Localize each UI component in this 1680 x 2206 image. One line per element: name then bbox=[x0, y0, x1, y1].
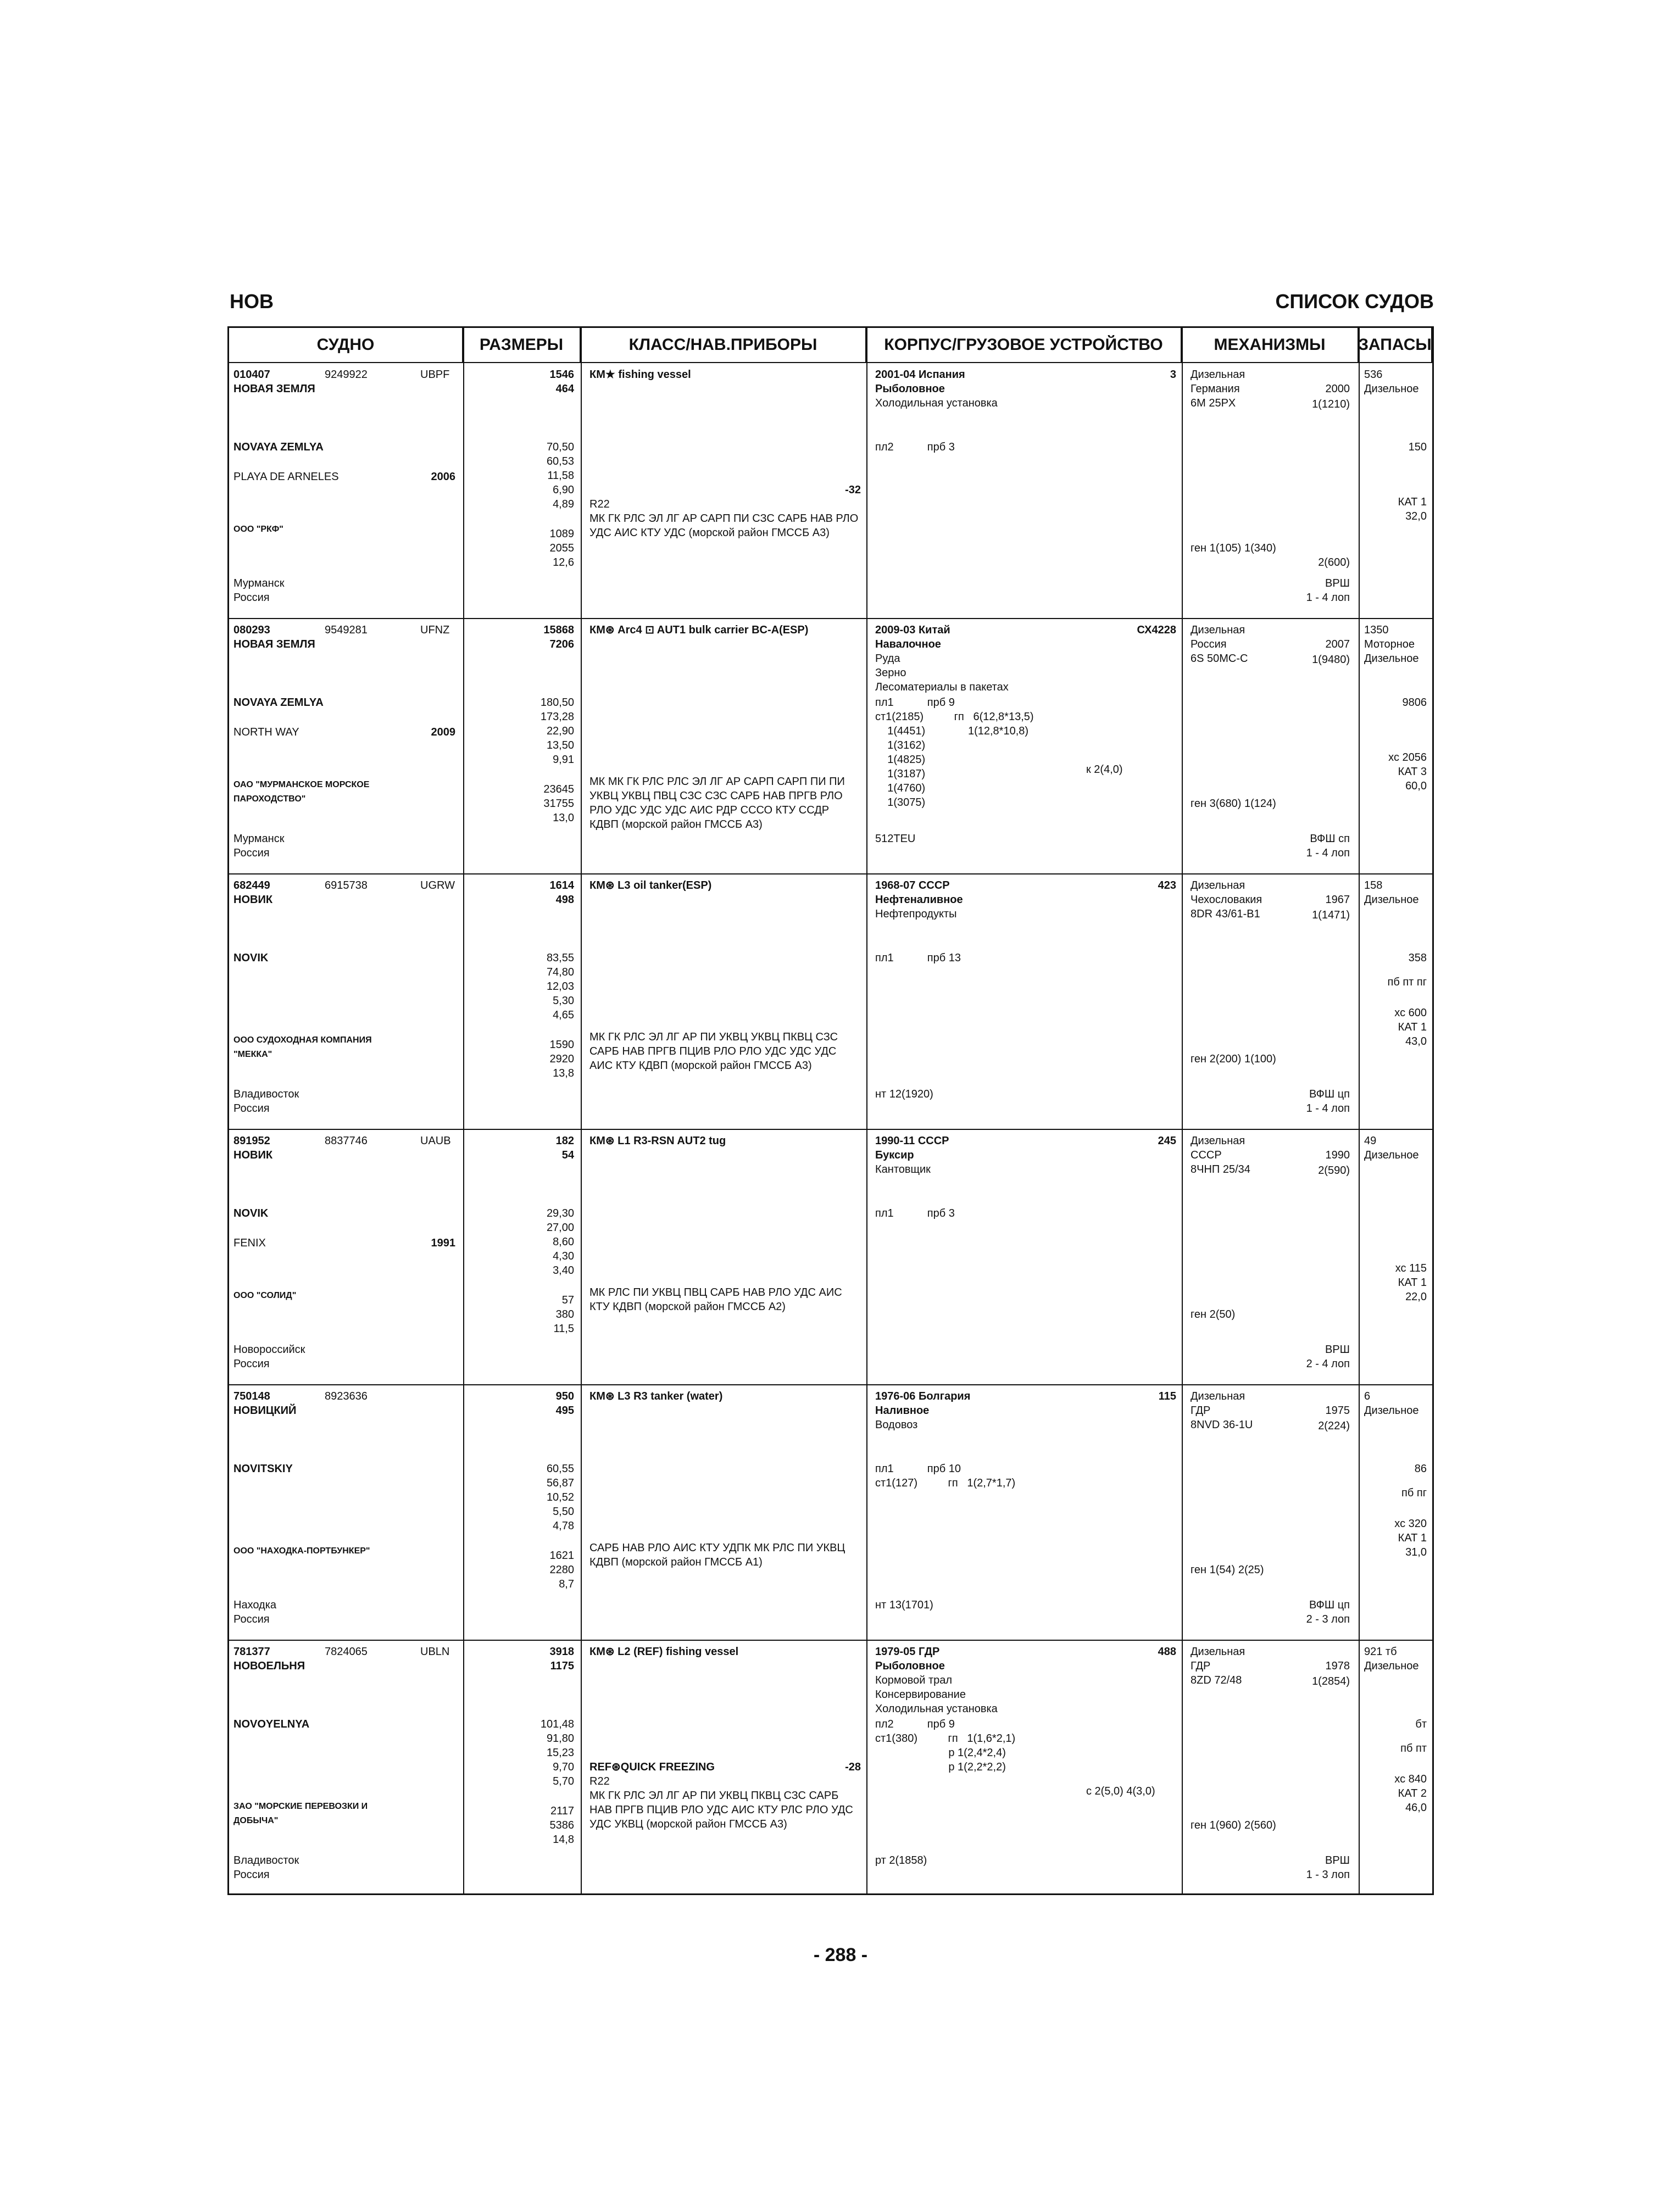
col-header-vessel: СУДНО bbox=[229, 328, 463, 362]
machinery-line: ГДР bbox=[1191, 1405, 1211, 1417]
dimension-value: 74,80 bbox=[546, 966, 574, 978]
tonnage-gross: 1614 bbox=[549, 879, 574, 892]
hull-footnote: 512TEU bbox=[875, 833, 916, 845]
dimension-value: 13,50 bbox=[546, 739, 574, 751]
propeller: ВФШ цп bbox=[1309, 1599, 1350, 1611]
dimension-value: 4,30 bbox=[553, 1250, 574, 1262]
supply-mid: пб пг bbox=[1401, 1487, 1427, 1499]
capacity-value: 2055 bbox=[549, 542, 574, 554]
former-name-year: 2006 bbox=[431, 471, 455, 483]
supply-line: 921 тб bbox=[1364, 1646, 1397, 1658]
supply-mid: 9806 bbox=[1402, 697, 1427, 709]
dimension-value: 91,80 bbox=[546, 1733, 574, 1745]
former-name-year: 1991 bbox=[431, 1237, 455, 1249]
supply-line: Дизельное bbox=[1364, 653, 1419, 665]
dimension-value: 3,40 bbox=[553, 1264, 574, 1277]
dimension-value: 83,55 bbox=[546, 952, 574, 964]
capacity-value: 23645 bbox=[543, 783, 574, 795]
supply-bottom: КАТ 1 bbox=[1398, 1021, 1427, 1033]
dimension-value: 101,48 bbox=[540, 1718, 574, 1730]
ship-record bbox=[229, 1640, 1432, 1896]
ship-record bbox=[229, 1129, 1432, 1385]
supply-mid: 86 bbox=[1414, 1463, 1427, 1475]
capacity-value: 13,0 bbox=[553, 812, 574, 824]
vessel-name: НОВИЦКИЙ bbox=[233, 1405, 297, 1417]
former-name: PLAYA DE ARNELES bbox=[233, 471, 339, 483]
hull-number: 245 bbox=[1158, 1135, 1176, 1147]
capacity-value: 2117 bbox=[550, 1805, 574, 1817]
supply-mid: 358 bbox=[1408, 952, 1427, 964]
dimension-value: 12,03 bbox=[546, 981, 574, 993]
class-extra: REF⊛QUICK FREEZING bbox=[589, 1761, 715, 1773]
hull-type: Водовоз bbox=[875, 1419, 918, 1431]
hull-number: 115 bbox=[1158, 1390, 1176, 1402]
page-header-right: СПИСОК СУДОВ bbox=[1275, 290, 1434, 313]
tonnage-gross: 182 bbox=[555, 1135, 574, 1147]
class-notation: КМ⊛ L2 (REF) fishing vessel bbox=[589, 1646, 739, 1658]
supply-line: 536 bbox=[1364, 369, 1383, 381]
registry-number: 750148 bbox=[233, 1390, 270, 1402]
hull-type: Буксир bbox=[875, 1149, 914, 1161]
nav-equipment: МК ГК РЛС ЭЛ ЛГ АР ПИ УКВЦ УКВЦ ПКВЦ СЗС САРБ НАВ ПРГВ ПЦИВ РЛО РЛО УДС УДС УДС АИС КТУ КДВП (морской район ГМССБ А3) bbox=[589, 1031, 838, 1072]
class-notation: КМ⊛ L3 oil tanker(ESP) bbox=[589, 879, 712, 892]
cargo-gear: пл1 прб 3 bbox=[875, 1207, 955, 1219]
page-header-left: НОВ bbox=[230, 290, 274, 313]
tonnage-gross: 950 bbox=[555, 1390, 574, 1402]
capacity-value: 13,8 bbox=[553, 1067, 574, 1079]
capacity-value: 2920 bbox=[549, 1053, 574, 1065]
imo-number: 6915738 bbox=[325, 879, 368, 892]
col-header-hull: КОРПУС/ГРУЗОВОЕ УСТРОЙСТВО bbox=[866, 328, 1182, 362]
vessel-name-latin: NOVAYA ZEMLYA bbox=[233, 441, 324, 453]
vessel-name-latin: NOVITSKIY bbox=[233, 1463, 293, 1475]
hull-type: Руда bbox=[875, 653, 900, 665]
hull-build: 1979-05 ГДР bbox=[875, 1646, 940, 1658]
propeller-blades: 1 - 4 лоп bbox=[1306, 1102, 1350, 1115]
class-ref: R22 bbox=[589, 498, 610, 510]
machinery-line: Россия bbox=[1191, 638, 1227, 650]
vessel-name: НОВИК bbox=[233, 1149, 273, 1161]
vessel-name: НОВИК bbox=[233, 894, 273, 906]
dimension-value: 180,50 bbox=[540, 697, 574, 709]
supply-line: Дизельное bbox=[1364, 1660, 1419, 1672]
hull-footnote: рт 2(1858) bbox=[875, 1854, 927, 1867]
dimension-value: 11,58 bbox=[547, 470, 574, 482]
flag-country: Россия bbox=[233, 592, 270, 604]
generators: ген 2(200) 1(100) bbox=[1191, 1053, 1276, 1065]
machinery-line: Дизельная bbox=[1191, 879, 1245, 892]
hull-extra: с 2(5,0) 4(3,0) bbox=[1086, 1785, 1155, 1797]
hull-type: Холодильная установка bbox=[875, 397, 998, 409]
hull-type: Наливное bbox=[875, 1405, 930, 1417]
flag-country: Россия bbox=[233, 1102, 270, 1115]
supply-mid: пб пт пг bbox=[1387, 976, 1427, 988]
hull-type: Навалочное bbox=[875, 638, 941, 650]
flag-country: Россия bbox=[233, 847, 270, 859]
dimension-value: 60,53 bbox=[546, 455, 574, 467]
hull-type: Нефтепродукты bbox=[875, 908, 957, 920]
call-sign: UBPF bbox=[420, 369, 450, 381]
page-number: - 288 - bbox=[813, 1945, 868, 1965]
generators: ген 1(960) 2(560) bbox=[1191, 1819, 1276, 1831]
dimension-value: 5,70 bbox=[553, 1775, 574, 1787]
generators: ген 2(50) bbox=[1191, 1308, 1236, 1321]
hull-number: 488 bbox=[1158, 1646, 1176, 1658]
hull-build: 2001-04 Испания bbox=[875, 369, 965, 381]
cargo-gear: 1(3162) bbox=[875, 739, 926, 751]
imo-number: 8923636 bbox=[325, 1390, 368, 1402]
hull-type: Холодильная установка bbox=[875, 1703, 998, 1715]
cargo-gear: пл1 прб 13 bbox=[875, 952, 961, 964]
supply-bottom: хс 840 bbox=[1394, 1773, 1427, 1785]
machinery-year: 2007 bbox=[1325, 638, 1350, 650]
call-sign: UFNZ bbox=[420, 624, 450, 636]
supply-line: 6 bbox=[1364, 1390, 1371, 1402]
machinery-line: Дизельная bbox=[1191, 1135, 1245, 1147]
capacity-value: 1621 bbox=[549, 1550, 574, 1562]
supply-line: Дизельное bbox=[1364, 1405, 1419, 1417]
generators-2: 2(600) bbox=[1318, 556, 1350, 569]
call-sign: UAUB bbox=[420, 1135, 451, 1147]
owner: ООО "РКФ" bbox=[233, 525, 283, 534]
hull-extra: к 2(4,0) bbox=[1086, 764, 1123, 776]
home-port: Владивосток bbox=[233, 1088, 299, 1100]
home-port: Мурманск bbox=[233, 833, 285, 845]
machinery-line: 6S 50MC-C bbox=[1191, 653, 1248, 665]
ship-register-table bbox=[227, 326, 1434, 1895]
ship-record bbox=[229, 619, 1432, 874]
home-port: Мурманск bbox=[233, 577, 285, 589]
dimension-value: 56,87 bbox=[546, 1477, 574, 1489]
machinery-year: 1967 bbox=[1325, 894, 1350, 906]
machinery-line: 8NVD 36-1U bbox=[1191, 1419, 1253, 1431]
tonnage-gross: 15868 bbox=[543, 624, 574, 636]
dimension-value: 4,65 bbox=[553, 1009, 574, 1021]
supply-line: Дизельное bbox=[1364, 894, 1419, 906]
cargo-gear: пл1 прб 10 bbox=[875, 1463, 961, 1475]
owner: ООО СУДОХОДНАЯ КОМПАНИЯ "МЕККА" bbox=[233, 1035, 372, 1059]
flag-country: Россия bbox=[233, 1869, 270, 1881]
dimension-value: 10,52 bbox=[546, 1491, 574, 1503]
dimension-value: 15,23 bbox=[546, 1747, 574, 1759]
hull-build: 1968-07 СССР bbox=[875, 879, 950, 892]
class-notation: КМ⊛ L3 R3 tanker (water) bbox=[589, 1390, 723, 1402]
dimension-value: 70,50 bbox=[546, 441, 574, 453]
imo-number: 9249922 bbox=[325, 369, 368, 381]
col-header-class: КЛАСС/НАВ.ПРИБОРЫ bbox=[581, 328, 866, 362]
capacity-value: 31755 bbox=[543, 798, 574, 810]
hull-type: Консервирование bbox=[875, 1689, 966, 1701]
supply-line: Дизельное bbox=[1364, 383, 1419, 395]
dimension-value: 9,91 bbox=[553, 754, 574, 766]
supply-bottom: 43,0 bbox=[1405, 1035, 1427, 1048]
hull-footnote: нт 12(1920) bbox=[875, 1088, 933, 1100]
dimension-value: 27,00 bbox=[546, 1222, 574, 1234]
hull-type: Зерно bbox=[875, 667, 906, 679]
propeller: ВФШ цп bbox=[1309, 1088, 1350, 1100]
supply-bottom: хс 600 bbox=[1394, 1007, 1427, 1019]
supply-mid: бт bbox=[1415, 1718, 1427, 1730]
propeller-blades: 2 - 4 лоп bbox=[1306, 1358, 1350, 1370]
supply-bottom: 46,0 bbox=[1405, 1802, 1427, 1814]
tonnage-net: 498 bbox=[555, 894, 574, 906]
vessel-name-latin: NOVIK bbox=[233, 952, 269, 964]
former-name: FENIX bbox=[233, 1237, 266, 1249]
hull-type: Кантовщик bbox=[875, 1163, 931, 1176]
class-ref: R22 bbox=[589, 1775, 610, 1787]
supply-mid: пб пт bbox=[1400, 1742, 1427, 1754]
propeller: ВФШ сп bbox=[1310, 833, 1350, 845]
nav-equipment: МК ГК РЛС ЭЛ ЛГ АР САРП ПИ СЗС САРБ НАВ РЛО УДС АИС КТУ УДС (морской район ГМССБ А3) bbox=[589, 512, 859, 539]
machinery-line: ГДР bbox=[1191, 1660, 1211, 1672]
cargo-gear: ст1(380) гп 1(1,6*2,1) bbox=[875, 1733, 1016, 1745]
registry-number: 080293 bbox=[233, 624, 270, 636]
dimension-value: 4,89 bbox=[553, 498, 574, 510]
tonnage-net: 1175 bbox=[550, 1660, 574, 1672]
nav-equipment: МК ГК РЛС ЭЛ ЛГ АР ПИ УКВЦ ПКВЦ СЗС САРБ НАВ ПРГВ ПЦИВ РЛО УДС АИС КТУ РЛС РЛО УДС УДС УКВЦ (морской район ГМССБ А3) bbox=[589, 1790, 853, 1830]
capacity-value: 1089 bbox=[549, 528, 574, 540]
supply-bottom: 32,0 bbox=[1405, 510, 1427, 522]
propeller: ВРШ bbox=[1325, 577, 1350, 589]
hull-number: 423 bbox=[1158, 879, 1176, 892]
vessel-name: НОВОЕЛЬНЯ bbox=[233, 1660, 305, 1672]
machinery-line: Дизельная bbox=[1191, 624, 1245, 636]
machinery-line: Дизельная bbox=[1191, 1390, 1245, 1402]
supply-bottom: КАТ 3 bbox=[1398, 766, 1427, 778]
machinery-power: 1(9480) bbox=[1312, 654, 1350, 666]
dimension-value: 5,50 bbox=[553, 1506, 574, 1518]
capacity-value: 12,6 bbox=[553, 556, 574, 569]
capacity-value: 2280 bbox=[549, 1564, 574, 1576]
call-sign: UBLN bbox=[420, 1646, 450, 1658]
supply-bottom: хс 115 bbox=[1395, 1262, 1427, 1274]
cargo-gear: 1(4451) 1(12,8*10,8) bbox=[875, 725, 1029, 737]
col-header-supplies: ЗАПАСЫ bbox=[1359, 328, 1432, 362]
nav-equipment: САРБ НАВ РЛО АИС КТУ УДПК МК РЛС ПИ УКВЦ КДВП (морской район ГМССБ А1) bbox=[589, 1542, 845, 1568]
nav-equipment: МК РЛС ПИ УКВЦ ПВЦ САРБ НАВ РЛО УДС АИС КТУ КДВП (морской район ГМССБ А2) bbox=[589, 1286, 842, 1313]
cargo-gear: р 1(2,4*2,4) bbox=[875, 1747, 1006, 1759]
tonnage-net: 464 bbox=[555, 383, 574, 395]
machinery-line: 6M 25PX bbox=[1191, 397, 1236, 409]
hull-type: Кормовой трал bbox=[875, 1674, 953, 1686]
cargo-gear: пл2 прб 3 bbox=[875, 441, 955, 453]
registry-number: 891952 bbox=[233, 1135, 270, 1147]
dimension-value: 9,70 bbox=[553, 1761, 574, 1773]
dimension-value: 6,90 bbox=[553, 484, 574, 496]
supply-bottom: хс 2056 bbox=[1388, 751, 1427, 764]
tonnage-net: 7206 bbox=[549, 638, 574, 650]
dimension-value: 29,30 bbox=[546, 1207, 574, 1219]
class-notation: КМ⊛ Arc4 ⊡ AUT1 bulk carrier BC-A(ESP) bbox=[589, 624, 809, 636]
propeller: ВРШ bbox=[1325, 1344, 1350, 1356]
ship-record bbox=[229, 874, 1432, 1130]
machinery-line: 8DR 43/61-B1 bbox=[1191, 908, 1260, 920]
owner: ООО "СОЛИД" bbox=[233, 1291, 297, 1300]
capacity-value: 1590 bbox=[549, 1039, 574, 1051]
cargo-gear: 1(4825) bbox=[875, 754, 926, 766]
capacity-value: 8,7 bbox=[559, 1578, 574, 1590]
machinery-power: 2(590) bbox=[1318, 1165, 1350, 1177]
tonnage-net: 54 bbox=[561, 1149, 574, 1161]
machinery-line: Дизельная bbox=[1191, 1646, 1245, 1658]
machinery-year: 1990 bbox=[1325, 1149, 1350, 1161]
imo-number: 8837746 bbox=[325, 1135, 368, 1147]
machinery-line: Чехословакия bbox=[1191, 894, 1262, 906]
vessel-name-latin: NOVAYA ZEMLYA bbox=[233, 697, 324, 709]
propeller-blades: 1 - 3 лоп bbox=[1306, 1869, 1350, 1881]
tonnage-gross: 1546 bbox=[549, 369, 574, 381]
hull-type: Лесоматериалы в пакетах bbox=[875, 681, 1009, 693]
hull-type: Рыболовное bbox=[875, 383, 945, 395]
nav-equipment: МК МК ГК РЛС РЛС ЭЛ ЛГ АР САРП САРП ПИ ПИ УКВЦ УКВЦ ПВЦ СЗС СЗС САРБ НАВ ПРГВ РЛО РЛО УДС УДС УДС АИС РДР СССО КТУ ССДР КДВП (морской район ГМССБ А3) bbox=[589, 776, 845, 831]
class-notation: КМ★ fishing vessel bbox=[589, 369, 691, 381]
cargo-gear: 1(3187) bbox=[875, 768, 926, 780]
supply-line: Моторное bbox=[1364, 638, 1415, 650]
hull-build: 1976-06 Болгария bbox=[875, 1390, 971, 1402]
machinery-year: 2000 bbox=[1325, 383, 1350, 395]
ship-record bbox=[229, 1385, 1432, 1641]
supply-bottom: 60,0 bbox=[1405, 780, 1427, 792]
owner: ОАО "МУРМАНСКОЕ МОРСКОЕ ПАРОХОДСТВО" bbox=[233, 780, 370, 804]
machinery-power: 1(2854) bbox=[1312, 1675, 1350, 1687]
machinery-line: Дизельная bbox=[1191, 369, 1245, 381]
ship-record bbox=[229, 363, 1432, 619]
cargo-gear: пл2 прб 9 bbox=[875, 1718, 955, 1730]
supply-line: 158 bbox=[1364, 879, 1383, 892]
dimension-value: 8,60 bbox=[553, 1236, 574, 1248]
home-port: Новороссийск bbox=[233, 1344, 305, 1356]
home-port: Владивосток bbox=[233, 1854, 299, 1867]
dimension-value: 22,90 bbox=[546, 725, 574, 737]
imo-number: 7824065 bbox=[325, 1646, 368, 1658]
machinery-year: 1978 bbox=[1325, 1660, 1350, 1672]
vessel-name-latin: NOVOYELNYA bbox=[233, 1718, 310, 1730]
former-name-year: 2009 bbox=[431, 726, 455, 738]
machinery-line: 8ЧНП 25/34 bbox=[1191, 1163, 1250, 1176]
propeller-blades: 1 - 4 лоп bbox=[1306, 847, 1350, 859]
cargo-gear: 1(4760) bbox=[875, 782, 926, 794]
capacity-value: 57 bbox=[561, 1294, 574, 1306]
owner: ООО "НАХОДКА-ПОРТБУНКЕР" bbox=[233, 1546, 370, 1556]
dimension-value: 60,55 bbox=[546, 1463, 574, 1475]
hull-footnote: нт 13(1701) bbox=[875, 1599, 933, 1611]
dimension-value: 173,28 bbox=[540, 711, 574, 723]
cargo-gear: 1(3075) bbox=[875, 796, 926, 809]
propeller-blades: 1 - 4 лоп bbox=[1306, 592, 1350, 604]
supply-bottom: КАТ 1 bbox=[1398, 1532, 1427, 1544]
capacity-value: 14,8 bbox=[553, 1834, 574, 1846]
cargo-gear: ст1(2185) гп 6(12,8*13,5) bbox=[875, 711, 1034, 723]
former-name: NORTH WAY bbox=[233, 726, 299, 738]
hull-number: 3 bbox=[1170, 369, 1176, 381]
col-header-dimensions: РАЗМЕРЫ bbox=[463, 328, 581, 362]
supply-bottom: КАТ 1 bbox=[1398, 1277, 1427, 1289]
supply-bottom: 22,0 bbox=[1405, 1291, 1427, 1303]
supply-bottom: КАТ 1 bbox=[1398, 496, 1427, 508]
class-notation: КМ⊛ L1 R3-RSN AUT2 tug bbox=[589, 1135, 726, 1147]
home-port: Находка bbox=[233, 1599, 277, 1611]
call-sign: UGRW bbox=[420, 879, 455, 892]
supply-line: 49 bbox=[1364, 1135, 1377, 1147]
generators: ген 1(105) 1(340) bbox=[1191, 542, 1276, 554]
vessel-name-latin: NOVIK bbox=[233, 1207, 269, 1219]
class-extra-temp: -28 bbox=[845, 1761, 861, 1773]
machinery-line: Германия bbox=[1191, 383, 1240, 395]
capacity-value: 11,5 bbox=[553, 1323, 574, 1335]
tonnage-net: 495 bbox=[555, 1405, 574, 1417]
owner: ЗАО "МОРСКИЕ ПЕРЕВОЗКИ И ДОБЫЧА" bbox=[233, 1802, 368, 1825]
cargo-gear: пл1 прб 9 bbox=[875, 697, 955, 709]
hull-build: 2009-03 Китай bbox=[875, 624, 950, 636]
hull-build: 1990-11 СССР bbox=[875, 1135, 949, 1147]
hull-type: Рыболовное bbox=[875, 1660, 945, 1672]
machinery-power: 2(224) bbox=[1318, 1420, 1350, 1432]
hull-type: Нефтеналивное bbox=[875, 894, 963, 906]
propeller-blades: 2 - 3 лоп bbox=[1306, 1613, 1350, 1625]
capacity-value: 5386 bbox=[549, 1819, 574, 1831]
registry-number: 010407 bbox=[233, 369, 270, 381]
generators: ген 3(680) 1(124) bbox=[1191, 798, 1276, 810]
supply-bottom: 31,0 bbox=[1405, 1546, 1427, 1558]
hull-temperature: -32 bbox=[845, 484, 861, 496]
capacity-value: 380 bbox=[555, 1308, 574, 1321]
propeller: ВРШ bbox=[1325, 1854, 1350, 1867]
machinery-power: 1(1210) bbox=[1312, 398, 1350, 410]
machinery-line: СССР bbox=[1191, 1149, 1222, 1161]
supply-line: Дизельное bbox=[1364, 1149, 1419, 1161]
supply-bottom: хс 320 bbox=[1394, 1518, 1427, 1530]
dimension-value: 5,30 bbox=[553, 995, 574, 1007]
imo-number: 9549281 bbox=[325, 624, 368, 636]
hull-number: СХ4228 bbox=[1137, 624, 1176, 636]
tonnage-gross: 3918 bbox=[549, 1646, 574, 1658]
flag-country: Россия bbox=[233, 1613, 270, 1625]
cargo-gear: ст1(127) гп 1(2,7*1,7) bbox=[875, 1477, 1016, 1489]
machinery-line: 8ZD 72/48 bbox=[1191, 1674, 1242, 1686]
col-header-machinery: МЕХАНИЗМЫ bbox=[1182, 328, 1359, 362]
flag-country: Россия bbox=[233, 1358, 270, 1370]
machinery-year: 1975 bbox=[1325, 1405, 1350, 1417]
dimension-value: 4,78 bbox=[553, 1520, 574, 1532]
registry-number: 682449 bbox=[233, 879, 270, 892]
vessel-name: НОВАЯ ЗЕМЛЯ bbox=[233, 638, 315, 650]
supply-bottom: КАТ 2 bbox=[1398, 1787, 1427, 1800]
supply-mid: 150 bbox=[1408, 441, 1427, 453]
cargo-gear: р 1(2,2*2,2) bbox=[875, 1761, 1006, 1773]
generators: ген 1(54) 2(25) bbox=[1191, 1564, 1264, 1576]
vessel-name: НОВАЯ ЗЕМЛЯ bbox=[233, 383, 315, 395]
supply-line: 1350 bbox=[1364, 624, 1389, 636]
machinery-power: 1(1471) bbox=[1312, 909, 1350, 921]
registry-number: 781377 bbox=[233, 1646, 270, 1658]
